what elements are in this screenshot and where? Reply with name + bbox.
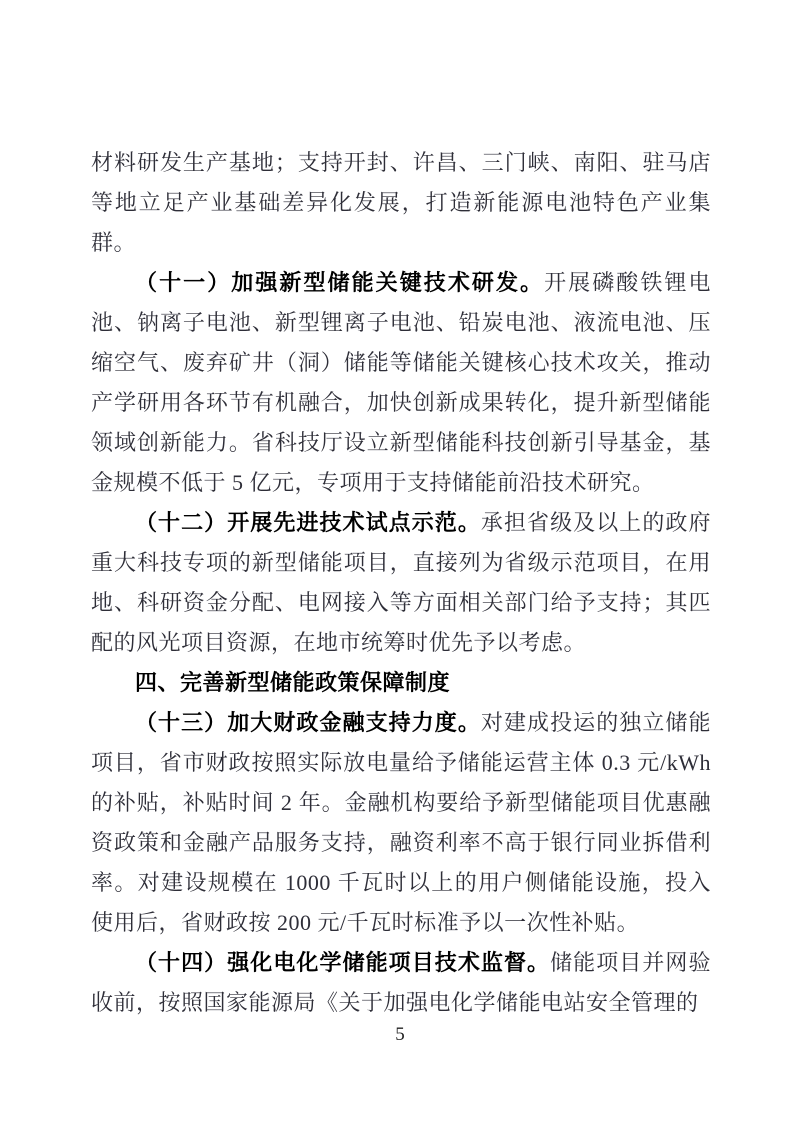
item-12-body-text: 承担省级及以上的政府重大科技专项的新型储能项目，直接列为省级示范项目，在用地、科研资金分配、电网接入等方面相关部门给予支持；其匹配的风光项目资源，在地市统筹时优先予以考虑。	[91, 510, 711, 655]
page-number: 5	[395, 1024, 405, 1045]
section-4-heading	[91, 663, 711, 703]
section-4-heading-text: 四、完善新型储能政策保障制度	[135, 670, 451, 695]
item-14-heading: （十四）强化电化学储能项目技术监督。	[135, 950, 551, 975]
item-14-body-text: 储能项目并网验收前，按照国家能源局《关于加强电化学储能电站安全管理的	[91, 950, 711, 1015]
paragraph-item-14	[91, 943, 711, 1023]
paragraph-continuation-text: 材料研发生产基地；支持开封、许昌、三门峡、南阳、驻马店等地立足产业基础差异化发展，打造新能源电池特色产业集群。	[91, 150, 711, 255]
item-12-heading: （十二）开展先进技术试点示范。	[135, 510, 481, 535]
document-body	[91, 143, 711, 1023]
item-11-body-text: 开展磷酸铁锂电池、钠离子电池、新型锂离子电池、铅炭电池、液流电池、压缩空气、废弃矿井（洞）储能等储能关键核心技术攻关，推动产学研用各环节有机融合，加快创新成果转化，提升新型储能领域创新能力。省科技厅设立新型储能科技创新引导基金，基金规模不低于 5 亿元，专项用于支持储能前沿技术研究。	[91, 270, 711, 495]
paragraph-item-12	[91, 503, 711, 663]
item-11-heading: （十一）加强新型储能关键技术研发。	[135, 270, 545, 295]
paragraph-item-13	[91, 703, 711, 943]
item-13-body-text: 对建成投运的独立储能项目，省市财政按照实际放电量给予储能运营主体 0.3 元/kWh 的补贴，补贴时间 2 年。金融机构要给予新型储能项目优惠融资政策和金融产品服务支持，融资利率不高于银行同业拆借利率。对建设规模在 1000 千瓦时以上的用户侧储能设施，投入使用后，省财政按 200 元/千瓦时标准予以一次性补贴。	[91, 710, 711, 935]
item-13-heading: （十三）加大财政金融支持力度。	[135, 710, 481, 735]
paragraph-continuation	[91, 143, 711, 263]
paragraph-item-11	[91, 263, 711, 503]
